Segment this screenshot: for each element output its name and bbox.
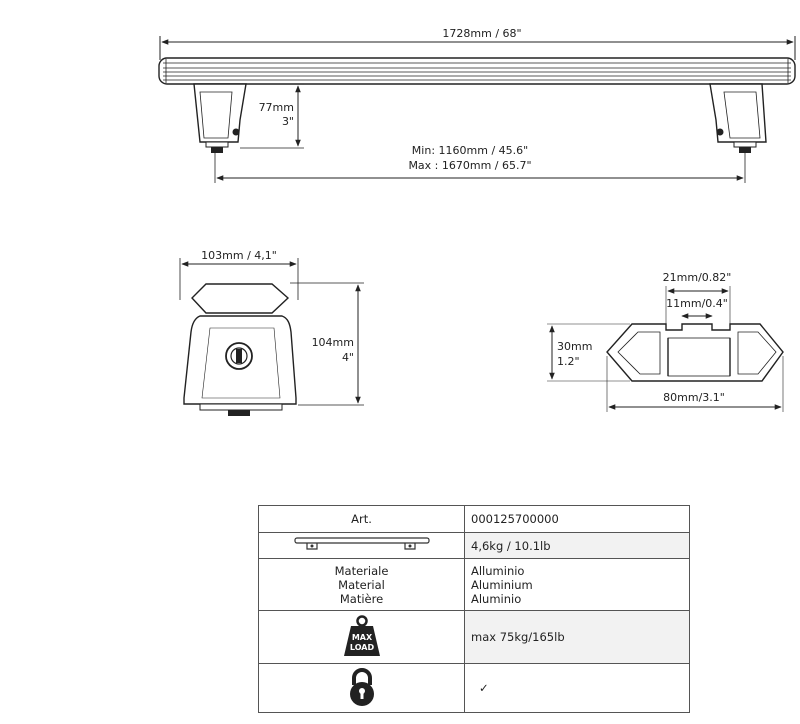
material-label-en: Material bbox=[338, 577, 385, 592]
left-foot bbox=[194, 84, 246, 153]
profile-width-label: 80mm/3.1" bbox=[663, 391, 725, 404]
profile-outline bbox=[607, 324, 783, 381]
bar-profile-view bbox=[547, 271, 783, 412]
profile-height-mm-label: 30mm bbox=[557, 340, 593, 353]
article-value: 000125700000 bbox=[465, 506, 690, 533]
material-label-it: Materiale bbox=[334, 563, 389, 578]
material-value-es: Aluminio bbox=[471, 591, 522, 606]
max-load-text-2: LOAD bbox=[349, 642, 374, 652]
slot-outer-label: 21mm/0.82" bbox=[662, 271, 732, 284]
lock-included-check: ✓ bbox=[465, 664, 690, 713]
material-value-it: Alluminio bbox=[471, 563, 525, 578]
bar-cross-section bbox=[192, 284, 288, 313]
profile-height-in-label: 1.2" bbox=[557, 355, 580, 368]
max-load-weight-icon bbox=[342, 614, 382, 658]
span-max-label: Max : 1670mm / 65.7" bbox=[408, 159, 532, 172]
total-length-label: 1728mm / 68" bbox=[442, 27, 522, 40]
material-label-fr: Matière bbox=[339, 591, 384, 606]
spec-row-max-load bbox=[259, 611, 690, 664]
padlock-icon bbox=[347, 668, 377, 706]
spec-row-lock bbox=[259, 664, 690, 713]
foot-tall-mm-label: 104mm bbox=[311, 336, 354, 349]
right-foot bbox=[710, 84, 766, 153]
material-labels bbox=[259, 559, 465, 611]
bar-profile-icon bbox=[293, 535, 431, 553]
max-load-text-1: MAX bbox=[351, 632, 372, 642]
span-min-label: Min: 1160mm / 45.6" bbox=[411, 144, 529, 157]
spec-row-material bbox=[259, 559, 690, 611]
foot-tall-in-label: 4" bbox=[341, 351, 354, 364]
foot-front-view bbox=[180, 249, 364, 416]
max-load-value: max 75kg/165lb bbox=[465, 611, 690, 664]
material-values bbox=[465, 559, 690, 611]
spec-table bbox=[258, 505, 690, 713]
article-label: Art. bbox=[259, 506, 465, 533]
material-value-en: Aluminium bbox=[471, 577, 533, 592]
spec-row-article bbox=[259, 506, 690, 533]
foot-height-in-label: 3" bbox=[281, 115, 294, 128]
foot-width-label: 103mm / 4,1" bbox=[201, 249, 277, 262]
spec-row-weight bbox=[259, 533, 690, 559]
roof-bar-side-view bbox=[159, 27, 795, 183]
slot-inner-label: 11mm/0.4" bbox=[666, 297, 728, 310]
weight-value: 4,6kg / 10.1lb bbox=[465, 533, 690, 559]
foot-height-mm-label: 77mm bbox=[258, 101, 294, 114]
